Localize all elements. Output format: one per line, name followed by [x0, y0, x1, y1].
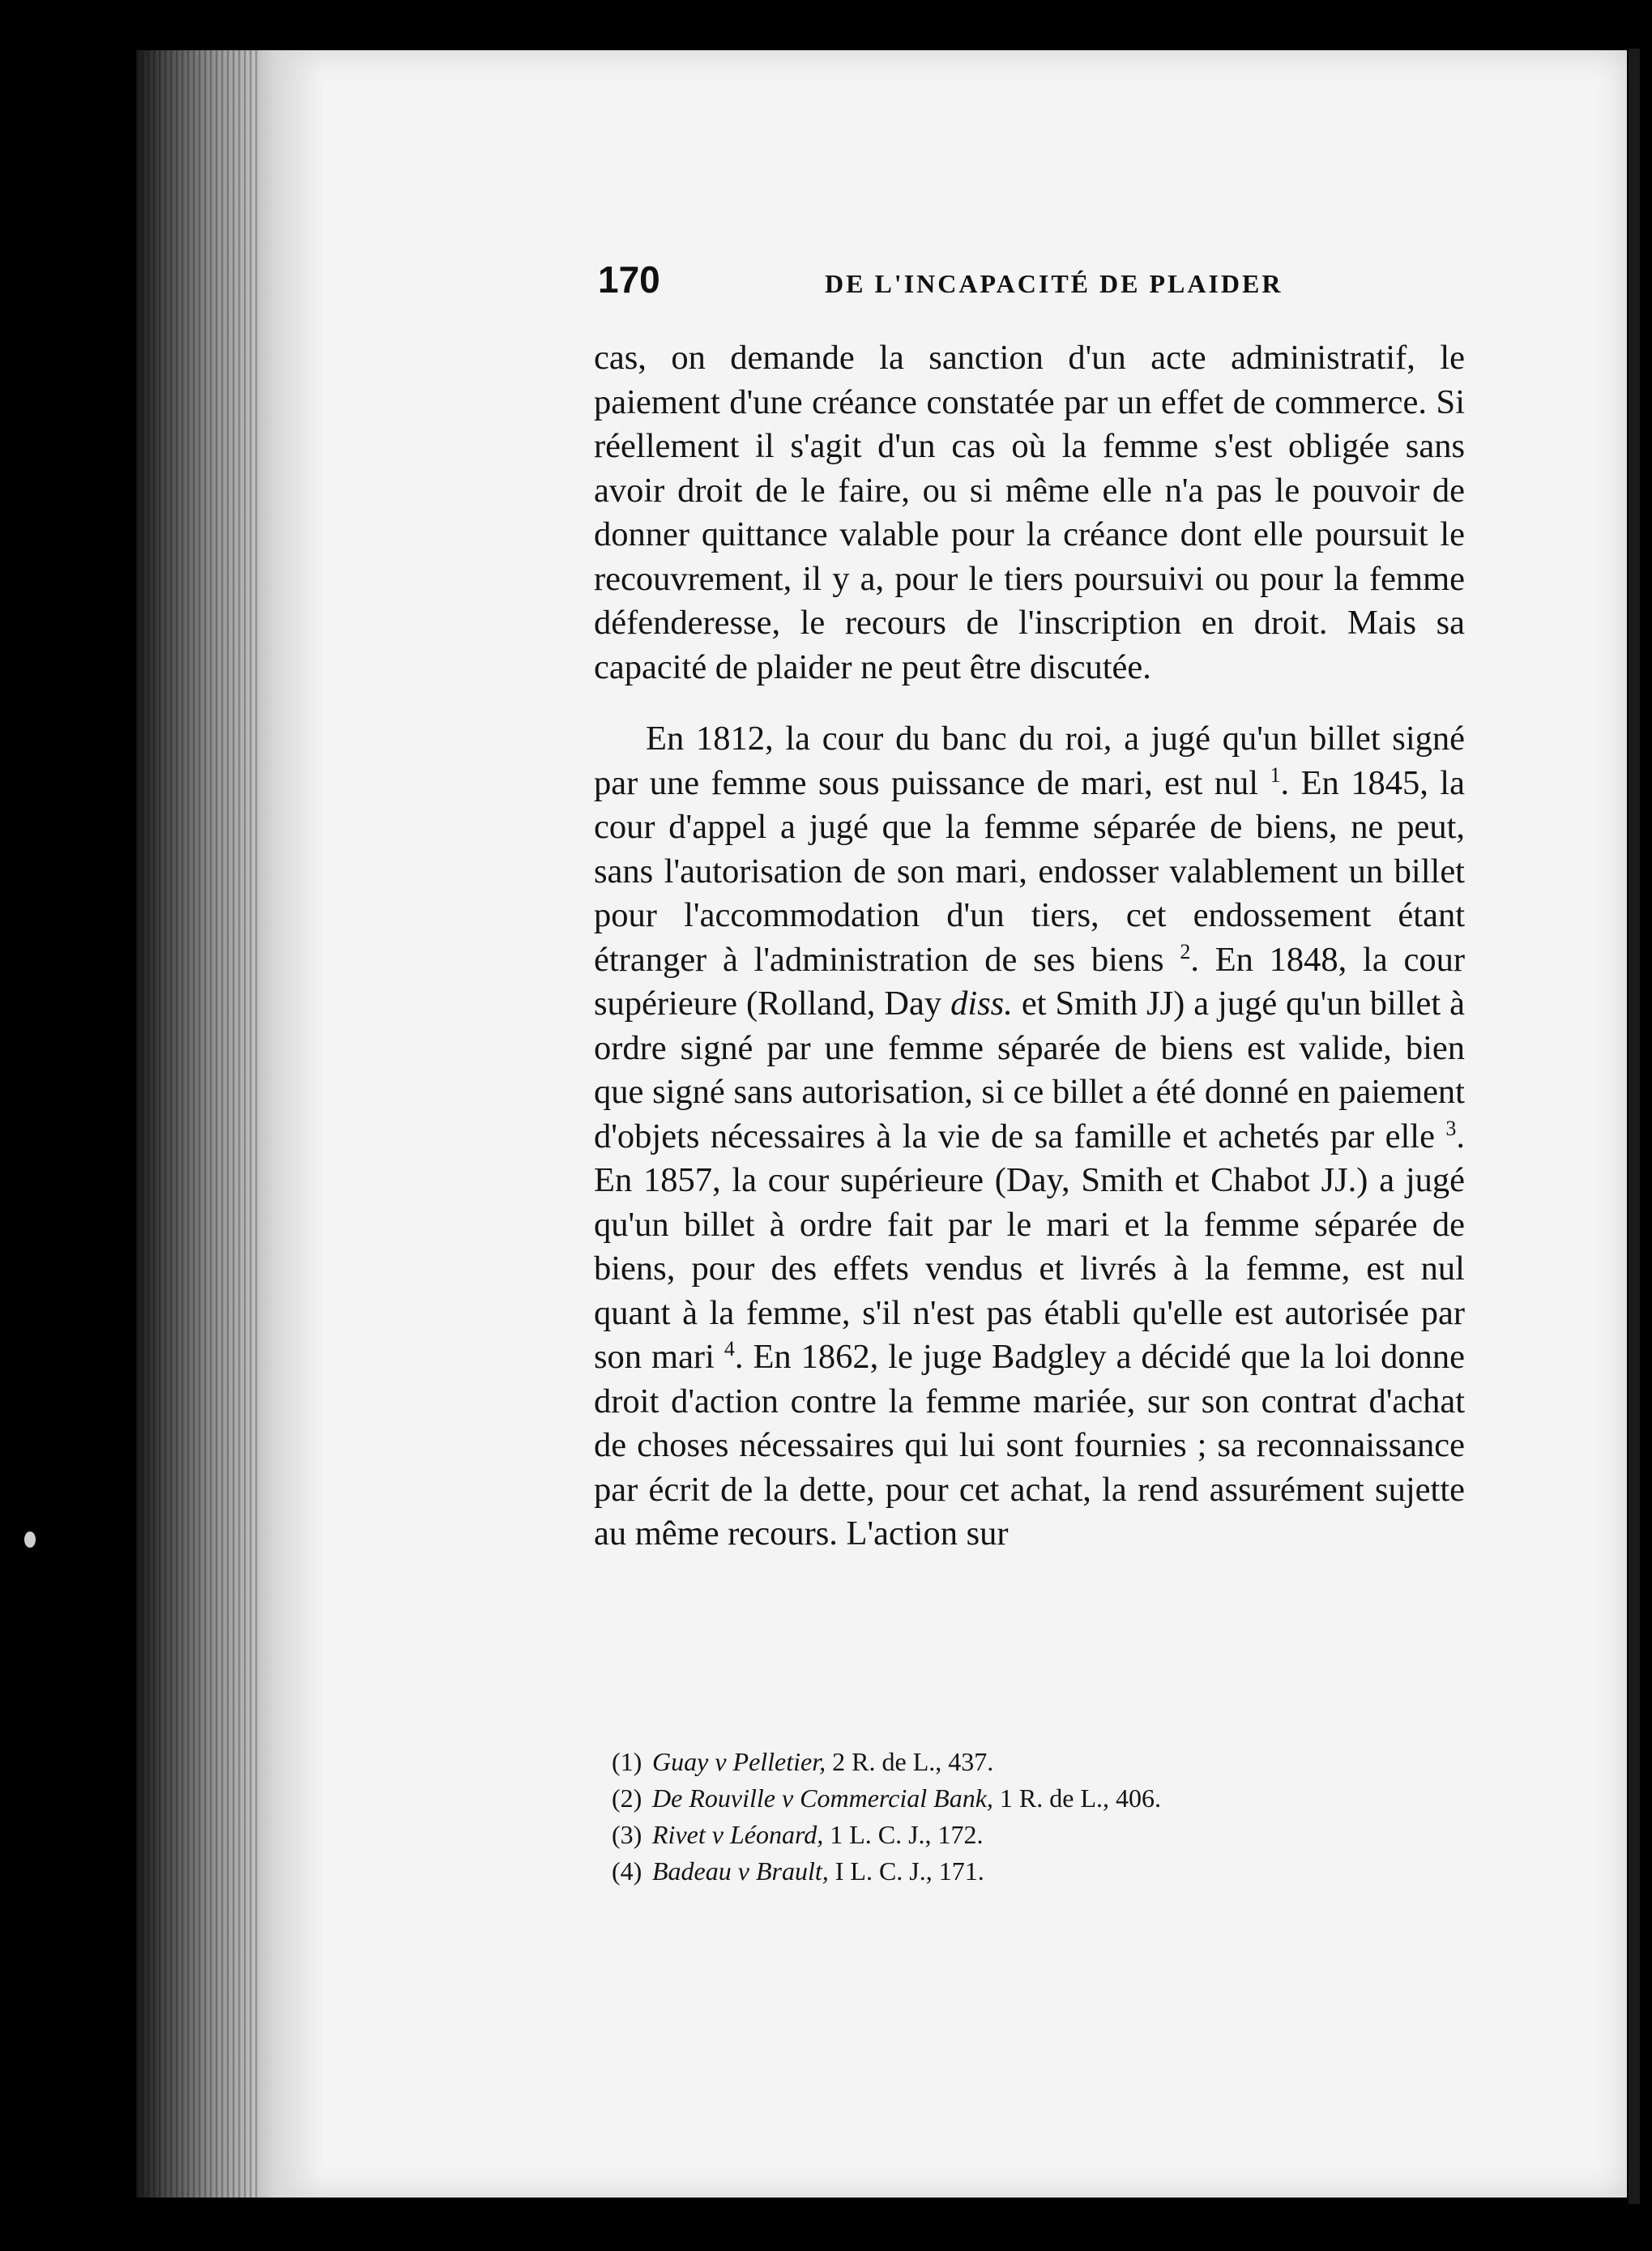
running-head: DE L'INCAPACITÉ DE PLAIDER — [825, 269, 1283, 298]
footnote-ref-text: 1 L. C. J., 172. — [823, 1820, 984, 1849]
text-segment: . En 1845, la cour d'appel a jugé que la femme séparée de biens, ne peut, sans l'autorisation de son mari, endosser valablement un billet pour l'accommodation d'un tiers, cet endossement étant étranger à l'administration de ses biens — [594, 763, 1465, 979]
text-segment: et Smith JJ) a jugé qu'un billet à ordre signé par une femme séparée de biens est valide, bien que signé sans autorisation, si ce billet a été donné en paiement d'objets nécessaires à la vie de sa famille et achetés par elle — [594, 985, 1465, 1155]
paragraph: cas, on demande la sanction d'un acte administratif, le paiement d'une créance constatée par un effet de commerce. Si réellement il s'agit d'un cas où la femme s'est obligée sans avoir droit de le faire, ou si même elle n'a pas le pouvoir de donner quittance valable pour la créance dont elle poursuit le recouvrement, il y a, pour le tiers poursuivi ou pour la femme défenderesse, le recours de l'inscription en droit. Mais sa capacité de plaider ne peut être discutée. — [594, 339, 1465, 686]
footnote-ref: 3 — [1445, 1116, 1457, 1140]
footnote — [612, 1780, 1462, 1817]
footnote-case: Guay v Pelletier, — [652, 1747, 826, 1776]
footnote-number: (4) — [612, 1856, 642, 1886]
page-number: 170 — [598, 258, 660, 301]
scan-mark — [24, 1531, 36, 1548]
body-text — [594, 336, 1465, 1557]
footnote-ref: 2 — [1180, 939, 1191, 963]
footnote-number: (1) — [612, 1747, 642, 1776]
footnote-case: Rivet v Léonard, — [652, 1820, 824, 1849]
page-edge-lines — [136, 50, 258, 2198]
footnote-ref-text: 1 R. de L., 406. — [992, 1783, 1161, 1813]
text-segment-italic: diss. — [950, 985, 1013, 1023]
footnote-number: (3) — [612, 1820, 642, 1849]
page-header — [598, 258, 1473, 306]
footnote — [612, 1744, 1462, 1780]
text-segment: En 1812, la cour du banc du roi, a jugé qu'un billet signé par une femme sous puissance de mari, est nul — [594, 720, 1465, 802]
text-segment: . En 1857, la cour supérieure (Day, Smith et Chabot JJ.) a jugé qu'un billet à ordre fait par le mari et la femme séparée de biens, pour des effets vendus et livrés à la femme, est nul quant à la femme, s'il n'est pas établi qu'elle est autorisée par son mari — [594, 1117, 1465, 1376]
footnote-ref: 1 — [1270, 762, 1281, 787]
text-segment: . En 1848, la cour supérieure (Rolland, Day — [594, 940, 1465, 1023]
footnotes — [612, 1744, 1462, 1890]
footnote — [612, 1817, 1462, 1853]
paragraph — [594, 717, 1465, 1557]
footnote-ref-text: 2 R. de L., 437. — [826, 1747, 994, 1776]
footnote-ref: 4 — [724, 1336, 735, 1360]
text-segment: . En 1862, le juge Badgley a décidé que la loi donne droit d'action contre la femme mariée, sur son contrat d'achat de choses nécessaires qui lui sont fournies ; sa reconnaissance par écrit de la dette, pour cet achat, la rend assurément sujette au même recours. L'action sur — [594, 1338, 1466, 1553]
footnote — [612, 1853, 1462, 1890]
footnote-ref-text: I L. C. J., 171. — [828, 1856, 984, 1886]
footnote-case: Badeau v Brault, — [652, 1856, 829, 1886]
footnote-number: (2) — [612, 1783, 642, 1813]
right-border — [1629, 49, 1640, 2204]
footnote-case: De Rouville v Commercial Bank, — [652, 1783, 993, 1813]
